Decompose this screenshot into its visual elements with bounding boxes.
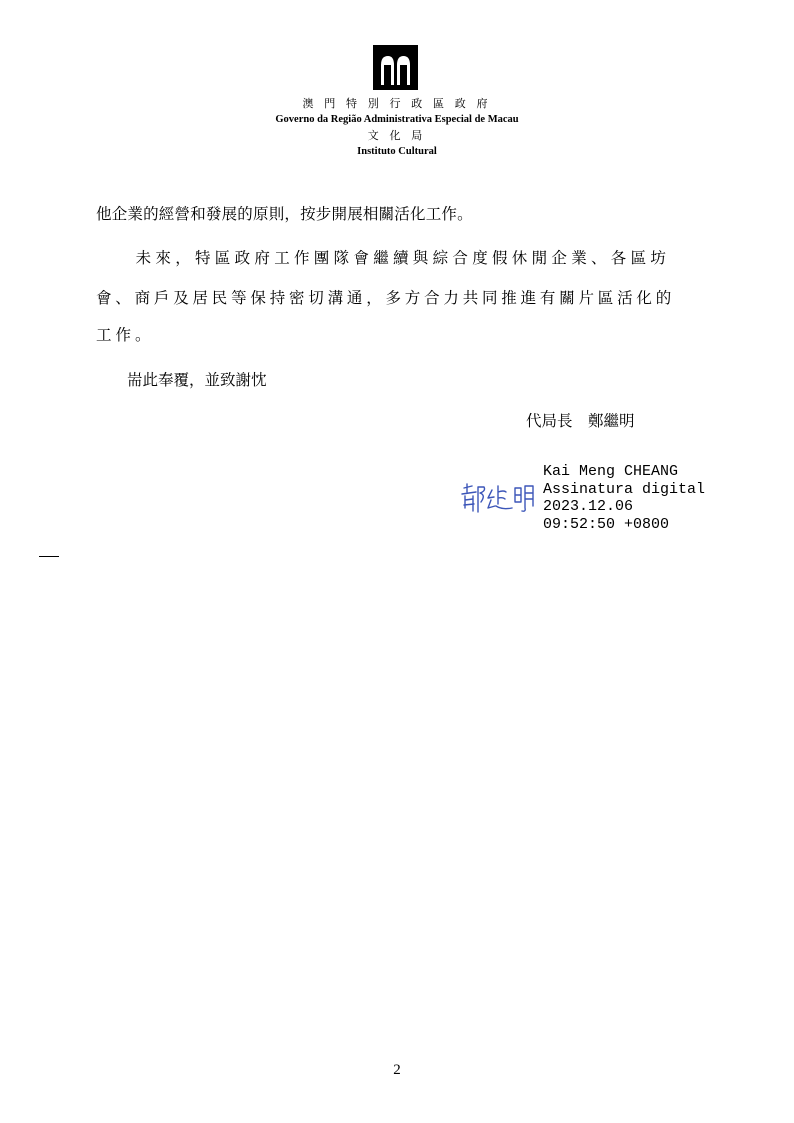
handwritten-signature <box>458 478 542 522</box>
org-name-pt: Governo da Região Administrativa Especial de Macau <box>275 114 519 125</box>
signer-title-name: 代局長 鄭繼明 <box>526 412 635 430</box>
org-name-zh: 澳 門 特 別 行 政 區 政 府 <box>302 98 492 110</box>
dept-name-pt: Instituto Cultural <box>357 146 437 157</box>
page-number: 2 <box>393 1062 401 1078</box>
dept-name-zh: 文 化 局 <box>367 130 427 142</box>
body-line-3: 會、商戶及居民等保持密切溝通，多方合力共同推進有關片區活化的 <box>96 289 676 307</box>
digital-signature-name: Kai Meng CHEANG <box>543 463 679 480</box>
digital-signature-time: 09:52:50 +0800 <box>543 515 670 533</box>
body-line-4: 工作。 <box>96 326 155 344</box>
body-line-1: 他企業的經營和發展的原則，按步開展相關活化工作。 <box>96 205 473 223</box>
body-line-5: 耑此奉覆，並致謝忱 <box>96 371 267 389</box>
institute-logo <box>373 45 418 90</box>
body-line-2: 未來，特區政府工作團隊會繼續與綜合度假休閒企業、各區坊 <box>96 249 671 267</box>
digital-signature-label: Assinatura digital <box>543 480 706 498</box>
margin-mark <box>39 556 59 557</box>
digital-signature-date: 2023.12.06 <box>543 498 634 515</box>
digital-signature-block <box>543 463 705 533</box>
